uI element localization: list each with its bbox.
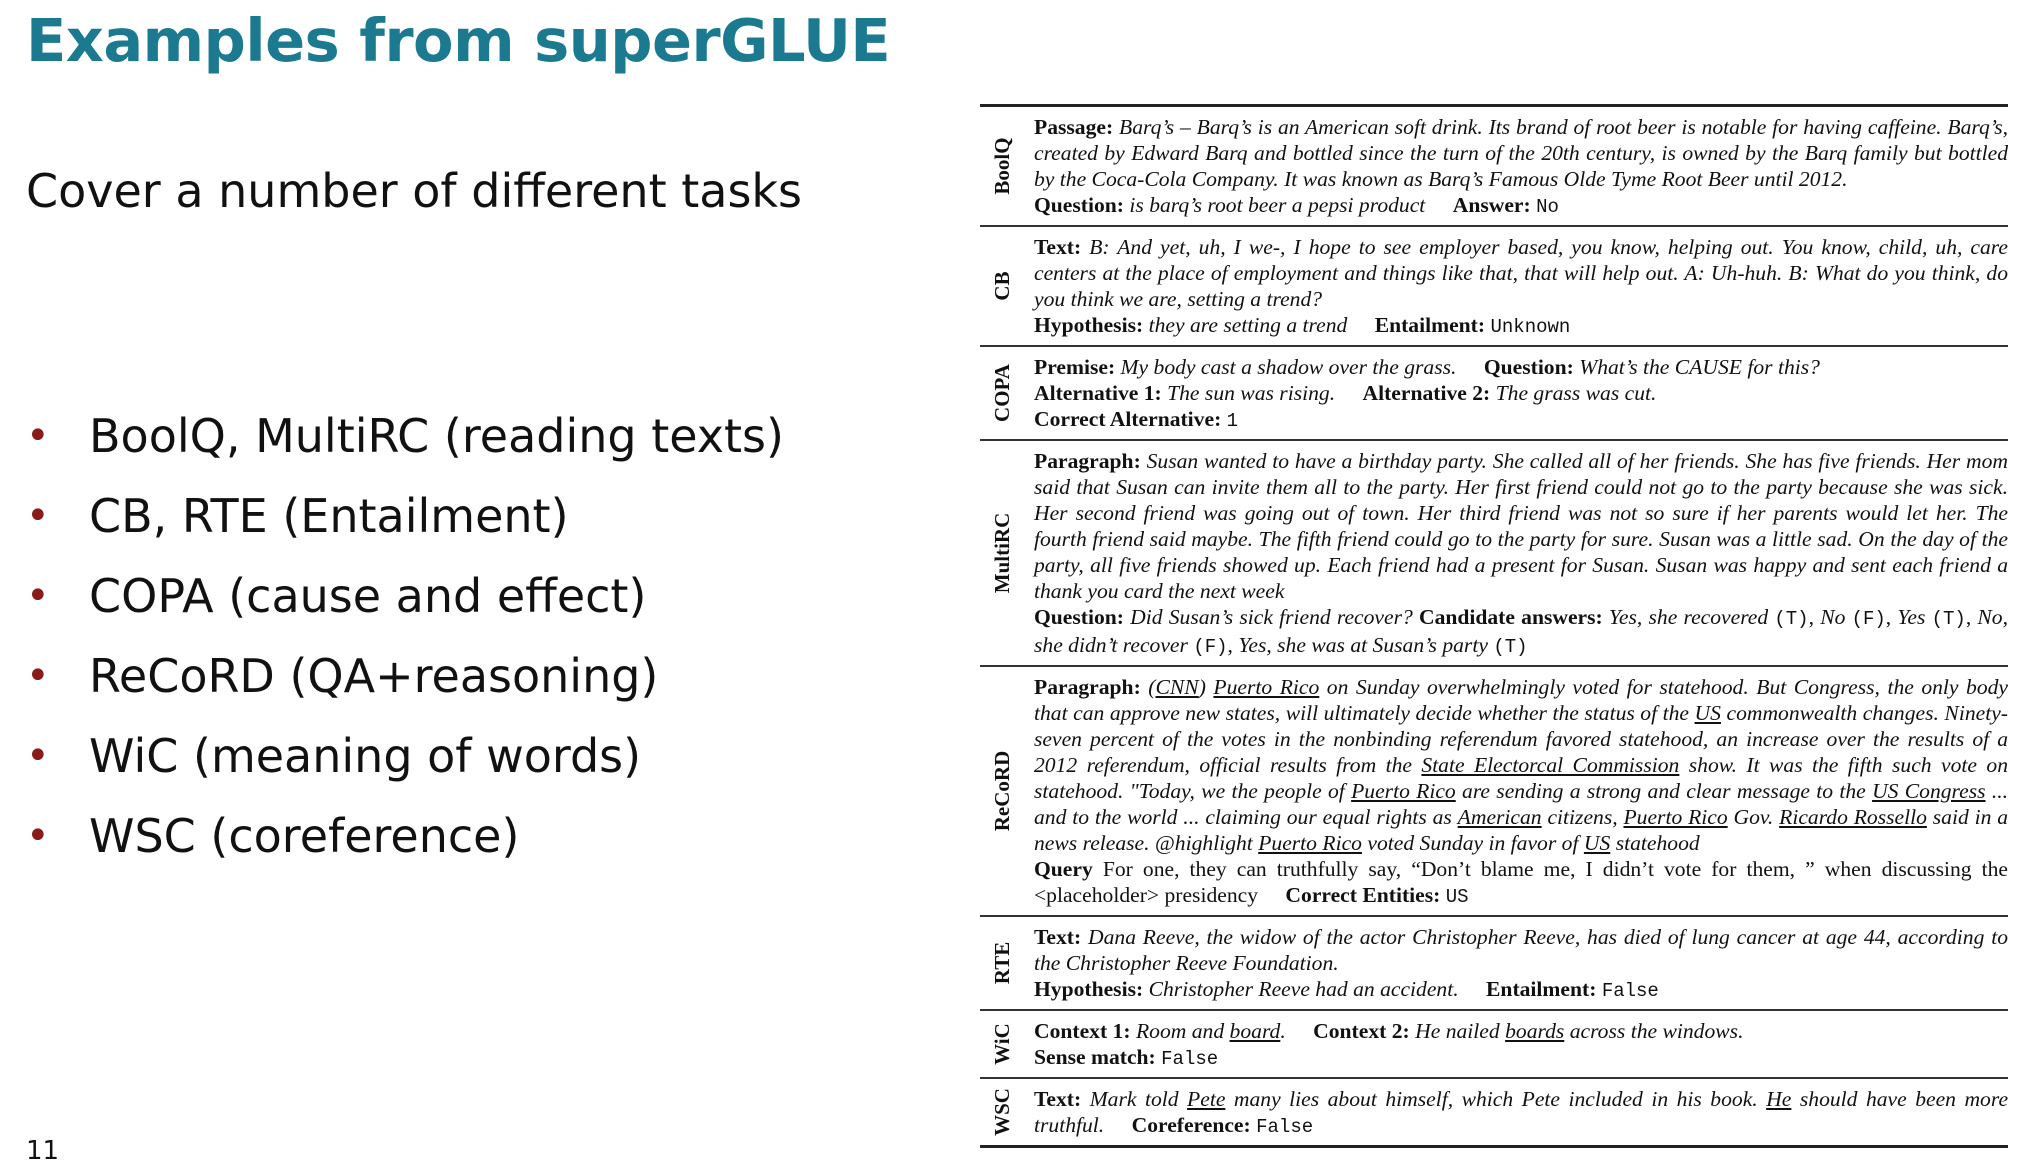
bullet-text: WSC (coreference) <box>89 809 520 863</box>
record-paragraph-part: are sending a strong and clear message to the <box>1462 779 1866 803</box>
record-paragraph-part: show. It was the fifth such vote on statehood. "Today, we the people of <box>1034 753 2009 803</box>
cb-hypothesis: they are setting a trend <box>1148 313 1348 337</box>
multirc-question: Did Susan’s sick friend recover? <box>1130 605 1413 629</box>
record-paragraph-part: ... and to the world ... claiming our equal rights as <box>1034 779 2009 829</box>
candidate-tag: (F) <box>1193 636 1228 658</box>
context-1-label: Context 1: <box>1034 1019 1131 1043</box>
boolq-passage: Barq’s – Barq’s is an American soft drink. Its brand of root beer is notable for having caffeine. Barq’s, created by Edward Barq and bottled since the turn of the 20th century, is owned by the Barq family but bottled by the Coca-Cola Company. It was known as Barq’s Famous Olde Tyme Root Beer until 2012. <box>1034 115 2008 191</box>
wsc-text: should have been more truthful. <box>1034 1087 2009 1137</box>
wsc-text: Mark told <box>1089 1087 1179 1111</box>
wic-context-2-end: across the windows. <box>1569 1019 1744 1043</box>
correct-alternative-label: Correct Alternative: <box>1034 407 1222 431</box>
entity-puerto-rico: Puerto Rico <box>1351 779 1456 803</box>
record-paragraph-part: on Sunday overwhelmingly voted for statehood. But Congress, the only body that can approve new states, will ultimately decide whether the status of the <box>1034 675 2008 725</box>
boolq-label: BoolQ <box>990 137 1014 195</box>
text-label: Text: <box>1034 925 1082 949</box>
entity-us-congress: US Congress <box>1872 779 1986 803</box>
wic-context-1: Room and <box>1135 1019 1225 1043</box>
multirc-label: MultiRC <box>990 512 1014 594</box>
bullet-text: WiC (meaning of words) <box>89 729 642 783</box>
bullet-item <box>26 725 784 805</box>
text-label: Text: <box>1034 1087 1082 1111</box>
entity-american: American <box>1457 805 1542 829</box>
coreference-label: Coreference: <box>1131 1113 1251 1137</box>
record-paragraph-part: said in a news release. @highlight <box>1034 805 2009 855</box>
wic-label: WiC <box>990 1023 1014 1065</box>
wsc-text: many lies about himself, which Pete included in his book. <box>1233 1087 1758 1111</box>
candidate-tag: (T) <box>1493 636 1528 658</box>
multirc-paragraph: Susan wanted to have a birthday party. She called all of her friends. She has five friends. Her mom said that Susan can invite them all to the party. Her first friend could not go to the party because she was sick. Her second friend was going out of town. Her third friend was not so sure if her parents would let her. The fourth friend said maybe. The fifth friend could go to the party for sure. Susan was a little sad. On the day of the party, all five friends showed up. Each friend had a present for Susan. Susan was happy and sent each friend a thank you card the next week <box>1034 449 2008 603</box>
cb-entailment: Unknown <box>1490 316 1571 338</box>
wic-sense-match: False <box>1161 1048 1219 1070</box>
entity-us: US <box>1583 831 1611 855</box>
copa-question: What’s the CAUSE for this? <box>1579 355 1820 379</box>
rte-entailment: False <box>1601 980 1659 1002</box>
entity-puerto-rico: Puerto Rico <box>1258 831 1362 855</box>
candidate-answers-label: Candidate answers: <box>1418 605 1603 629</box>
query-label: Query <box>1034 857 1093 881</box>
bullet-text: ReCoRD (QA+reasoning) <box>89 649 659 703</box>
wic-context-1-end: . <box>1280 1019 1286 1043</box>
entity-puerto-rico: Puerto Rico <box>1623 805 1728 829</box>
cb-text: B: And yet, uh, I we-, I hope to see employer based, you know, helping out. You know, child, uh, care centers at the place of employment and things like that, that will help out. A: Uh-huh. B: What do you think, do you think we are, setting a trend? <box>1034 235 2008 311</box>
copa-alternative-1: The sun was rising. <box>1167 381 1336 405</box>
wsc-label: WSC <box>990 1088 1014 1136</box>
wic-target-word: board <box>1229 1019 1281 1043</box>
record-paragraph-part: statehood <box>1615 831 1700 855</box>
question-label: Question: <box>1034 605 1124 629</box>
bullet-icon: • <box>26 413 50 459</box>
record-correct-entities: US <box>1445 886 1469 908</box>
question-label: Question: <box>1034 193 1124 217</box>
cb-label: CB <box>990 271 1014 301</box>
context-2-label: Context 2: <box>1313 1019 1410 1043</box>
candidate-answer: No, she didn’t recover <box>1034 605 2009 657</box>
entity-ricardo-rossello: Ricardo Rossello <box>1779 805 1927 829</box>
page-number: 11 <box>26 1136 60 1166</box>
bullet-icon: • <box>26 813 50 859</box>
entity-puerto-rico: Puerto Rico <box>1213 675 1320 699</box>
hypothesis-label: Hypothesis: <box>1034 977 1144 1001</box>
candidate-tag: (F) <box>1851 608 1886 630</box>
correct-entities-label: Correct Entities: <box>1285 883 1441 907</box>
rte-row <box>980 915 2008 1009</box>
slide-title: Examples from superGLUE <box>26 6 891 75</box>
entity-cnn: CNN <box>1155 675 1199 699</box>
wic-row <box>980 1009 2008 1077</box>
candidate-answer: No <box>1820 605 1846 629</box>
wic-target-word: boards <box>1505 1019 1565 1043</box>
candidate-tag: (T) <box>1931 608 1966 630</box>
question-label: Question: <box>1483 355 1574 379</box>
bullet-item <box>26 405 784 485</box>
wsc-row <box>980 1077 2008 1148</box>
candidate-tag: (T) <box>1774 608 1809 630</box>
copa-row <box>980 345 2008 439</box>
bullet-text: COPA (cause and effect) <box>89 569 647 623</box>
superglue-examples-table <box>980 104 2008 1148</box>
entity-state-electoral-commission: State Electorcal Commission <box>1421 753 1680 777</box>
boolq-answer: No <box>1536 196 1559 218</box>
wsc-pronoun-he: He <box>1766 1087 1792 1111</box>
bullet-text: BoolQ, MultiRC (reading texts) <box>89 409 784 463</box>
record-label: ReCoRD <box>990 750 1014 832</box>
record-paragraph-part: commonwealth changes. Ninety-seven percent of the votes in the nonbinding referendum favored statehood, an increase over the results of a 2012 referendum, official results from the <box>1034 701 2008 777</box>
rte-text: Dana Reeve, the widow of the actor Christopher Reeve, has died of lung cancer at age 44, according to the Christopher Reeve Foundation. <box>1034 925 2008 975</box>
multirc-row: MultiRC Paragraph: Susan wanted to have a birthday party. She called all of her friends. She has five friends. Her mom said that Susan can invite them all to the party. Her first friend could not go to the party because she was sick. Her second friend was going out of town. Her third friend was not so sure if her parents would let her. The fourth friend said maybe. The fifth friend could go to the party for sure. Susan was a little sad. On the day of the party, all five friends showed up. Each friend had a present for Susan. Susan was happy and sent each friend a thank you card the next week Question: Did Susan’s sick friend recover? Candidate answers: Yes, she recovered (T), No (F), Yes (T), No, she didn’t recover (F), Yes, she was at Susan’s party (T) <box>980 439 2008 665</box>
candidate-answer: Yes, she was at Susan’s party <box>1238 633 1488 657</box>
bullet-text: CB, RTE (Entailment) <box>89 489 569 543</box>
bullet-icon: • <box>26 653 50 699</box>
text-label: Text: <box>1034 235 1082 259</box>
boolq-row <box>980 104 2008 225</box>
record-paragraph-part: voted Sunday in favor of <box>1367 831 1579 855</box>
bullet-icon: • <box>26 573 50 619</box>
task-bullet-list <box>26 405 784 885</box>
paragraph-label: Paragraph: <box>1034 675 1141 699</box>
sense-match-label: Sense match: <box>1034 1045 1156 1069</box>
record-row: ReCoRD Paragraph: (CNN) Puerto Rico on Sunday overwhelmingly voted for statehood. But Congress, the only body that can approve new states, will ultimately decide whether the status of the US commonwealth changes. Ninety-seven percent of the votes in the nonbinding referendum favored statehood, an increase over the results of a 2012 referendum, official results from the State Electorcal Commission show. It was the fifth such vote on statehood. "Today, we the people of Puerto Rico are sending a strong and clear message to the US Congress ... and to the world ... claiming our equal rights as American citizens, Puerto Rico Gov. Ricardo Rossello said in a news release. @highlight Puerto Rico voted Sunday in favor of US statehood Query For one, they can truthfully say, “Don’t blame me, I didn’t vote for them, ” when discussing the <placeholder> presidency Correct Entities: US <box>980 665 2008 915</box>
bullet-icon: • <box>26 733 50 779</box>
passage-label: Passage: <box>1034 115 1114 139</box>
answer-label: Answer: <box>1452 193 1531 217</box>
boolq-question: is barq’s root beer a pepsi product <box>1129 193 1426 217</box>
alternative-2-label: Alternative 2: <box>1362 381 1491 405</box>
entailment-label: Entailment: <box>1374 313 1486 337</box>
record-query: For one, they can truthfully say, “Don’t blame me, I didn’t vote for them, ” when discussing the <placeholder> presidency <box>1034 857 2008 907</box>
wsc-entity-pete: Pete <box>1187 1087 1226 1111</box>
candidate-answer: Yes <box>1897 605 1926 629</box>
entity-us: US <box>1694 701 1721 725</box>
paragraph-label: Paragraph: <box>1034 449 1141 473</box>
copa-alternative-2: The grass was cut. <box>1495 381 1657 405</box>
wsc-coreference: False <box>1256 1116 1314 1138</box>
slide-subtitle: Cover a number of different tasks <box>26 164 803 218</box>
bullet-icon: • <box>26 493 50 539</box>
copa-premise: My body cast a shadow over the grass. <box>1120 355 1457 379</box>
cb-row <box>980 225 2008 345</box>
record-paragraph-part: citizens, <box>1547 805 1618 829</box>
bullet-item <box>26 805 784 885</box>
bullet-item <box>26 565 784 645</box>
wic-context-2: He nailed <box>1415 1019 1500 1043</box>
copa-label: COPA <box>990 364 1014 422</box>
premise-label: Premise: <box>1034 355 1116 379</box>
rte-hypothesis: Christopher Reeve had an accident. <box>1148 977 1459 1001</box>
bullet-item <box>26 485 784 565</box>
candidate-answer: Yes, she recovered <box>1608 605 1769 629</box>
copa-correct: 1 <box>1226 410 1239 432</box>
rte-label: RTE <box>990 941 1014 985</box>
record-paragraph-part: Gov. <box>1733 805 1774 829</box>
hypothesis-label: Hypothesis: <box>1034 313 1144 337</box>
entailment-label: Entailment: <box>1486 977 1597 1001</box>
bullet-item <box>26 645 784 725</box>
alternative-1-label: Alternative 1: <box>1034 381 1162 405</box>
